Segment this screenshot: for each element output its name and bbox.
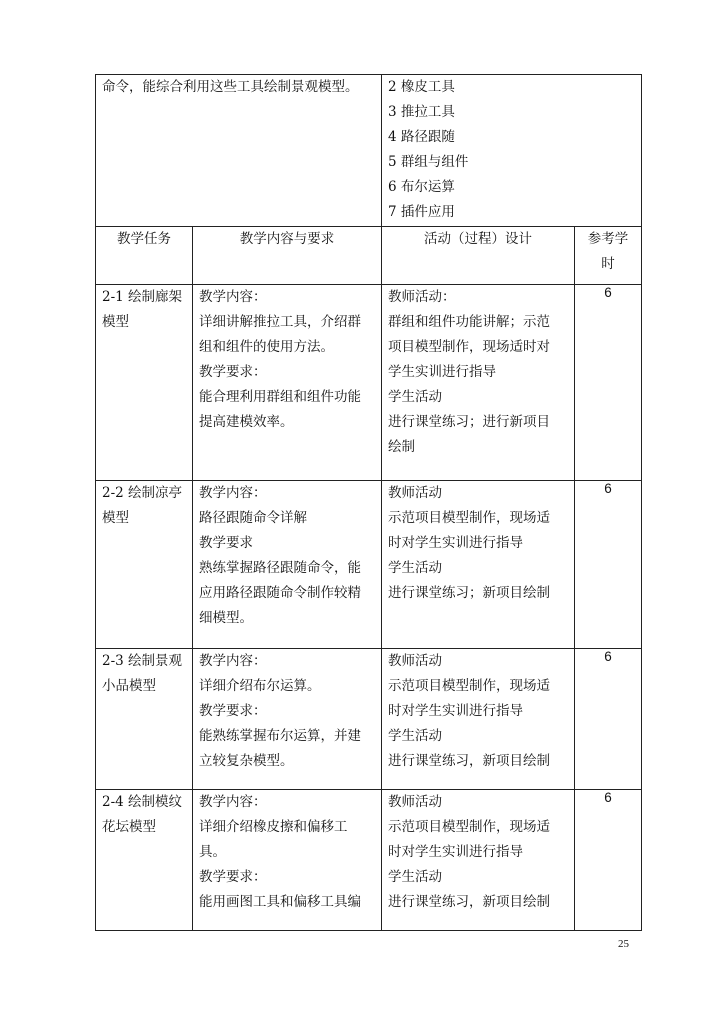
tool-list-item: 7 插件应用 (388, 204, 455, 220)
activity-line: 绘制 (388, 439, 415, 455)
hours-value: 6 (604, 649, 612, 664)
header-content (193, 227, 382, 285)
table-row (96, 285, 642, 481)
task-cell (96, 649, 193, 790)
content-line: 具。 (199, 844, 226, 860)
task-line: 模型 (102, 314, 129, 330)
hours-cell (575, 790, 642, 931)
task-line: 小品模型 (102, 678, 156, 694)
content-line: 教学要求 (199, 535, 253, 551)
content-line: 教学内容： (199, 289, 267, 305)
header-activity-label: 活动（过程）设计 (424, 231, 532, 247)
task-line: 2-3 绘制景观 (102, 653, 183, 669)
top-row (96, 75, 642, 227)
activity-line: 进行课堂练习；进行新项目 (388, 414, 550, 430)
content-line: 教学内容： (199, 794, 267, 810)
activity-cell (382, 285, 575, 481)
activity-line: 时对学生实训进行指导 (388, 844, 523, 860)
content-line: 教学内容： (199, 653, 267, 669)
activity-line: 进行课堂练习，新项目绘制 (388, 894, 550, 910)
activity-line: 时对学生实训进行指导 (388, 535, 523, 551)
tool-list-item: 2 橡皮工具 (388, 79, 455, 95)
activity-line: 教师活动 (388, 653, 442, 669)
activity-line: 时对学生实训进行指导 (388, 703, 523, 719)
content-line: 能熟练掌握布尔运算，并建 (199, 728, 361, 744)
activity-line: 学生活动 (388, 560, 442, 576)
activity-line: 学生活动 (388, 869, 442, 885)
top-left-cell (96, 75, 382, 227)
top-right-cell (382, 75, 642, 227)
content-line: 详细介绍布尔运算。 (199, 678, 321, 694)
content-line: 教学要求： (199, 364, 267, 380)
task-line: 2-1 绘制廊架 (102, 289, 183, 305)
activity-line: 教师活动： (388, 289, 456, 305)
page-number: 25 (618, 938, 629, 950)
header-task-label: 教学任务 (117, 231, 171, 247)
activity-cell (382, 790, 575, 931)
top-left-text: 命令，能综合利用这些工具绘制景观模型。 (102, 79, 359, 95)
activity-line: 学生活动 (388, 728, 442, 744)
task-cell (96, 481, 193, 649)
activity-cell (382, 481, 575, 649)
tool-list-item: 6 布尔运算 (388, 179, 455, 195)
content-line: 详细介绍橡皮擦和偏移工 (199, 819, 348, 835)
tool-list-item: 3 推拉工具 (388, 104, 455, 120)
activity-line: 学生实训进行指导 (388, 364, 496, 380)
content-cell (193, 481, 382, 649)
content-line: 教学内容： (199, 485, 267, 501)
content-line: 组和组件的使用方法。 (199, 339, 334, 355)
content-line: 应用路径跟随命令制作较精 (199, 585, 361, 601)
content-line: 能用画图工具和偏移工具编 (199, 894, 361, 910)
header-content-label: 教学内容与要求 (239, 231, 335, 247)
content-line: 细模型。 (199, 610, 253, 626)
hours-value: 6 (604, 790, 612, 805)
content-line: 立较复杂模型。 (199, 753, 294, 769)
hours-cell (575, 481, 642, 649)
activity-line: 教师活动 (388, 794, 442, 810)
activity-line: 群组和组件功能讲解；示范 (388, 314, 550, 330)
content-line: 熟练掌握路径跟随命令，能 (199, 560, 361, 576)
tool-list-item: 4 路径跟随 (388, 129, 455, 145)
table-row (96, 649, 642, 790)
content-line: 教学要求： (199, 703, 267, 719)
content-line: 教学要求： (199, 869, 267, 885)
activity-line: 项目模型制作，现场适时对 (388, 339, 550, 355)
activity-cell (382, 649, 575, 790)
activity-line: 示范项目模型制作，现场适 (388, 819, 550, 835)
tool-list-item: 5 群组与组件 (388, 154, 469, 170)
content-cell (193, 649, 382, 790)
table-row (96, 790, 642, 931)
content-line: 路径跟随命令详解 (199, 510, 307, 526)
header-row (96, 227, 642, 285)
curriculum-table (95, 74, 642, 931)
table-row (96, 481, 642, 649)
content-cell (193, 285, 382, 481)
hours-cell (575, 285, 642, 481)
header-hours-line2: 时 (601, 256, 615, 272)
header-hours-line1: 参考学 (587, 231, 629, 247)
content-line: 能合理利用群组和组件功能 (199, 389, 361, 405)
header-task (96, 227, 193, 285)
header-hours (575, 227, 642, 285)
task-line: 花坛模型 (102, 819, 156, 835)
content-line: 提高建模效率。 (199, 414, 294, 430)
activity-line: 教师活动 (388, 485, 442, 501)
task-cell (96, 285, 193, 481)
hours-cell (575, 649, 642, 790)
activity-line: 学生活动 (388, 389, 442, 405)
header-activity (382, 227, 575, 285)
task-line: 2-4 绘制模纹 (102, 794, 183, 810)
hours-value: 6 (604, 285, 612, 300)
activity-line: 示范项目模型制作，现场适 (388, 678, 550, 694)
task-line: 2-2 绘制凉亭 (102, 485, 183, 501)
activity-line: 示范项目模型制作，现场适 (388, 510, 550, 526)
content-line: 详细讲解推拉工具，介绍群 (199, 314, 361, 330)
content-cell (193, 790, 382, 931)
task-cell (96, 790, 193, 931)
activity-line: 进行课堂练习，新项目绘制 (388, 753, 550, 769)
task-line: 模型 (102, 510, 129, 526)
hours-value: 6 (604, 481, 612, 496)
activity-line: 进行课堂练习；新项目绘制 (388, 585, 550, 601)
